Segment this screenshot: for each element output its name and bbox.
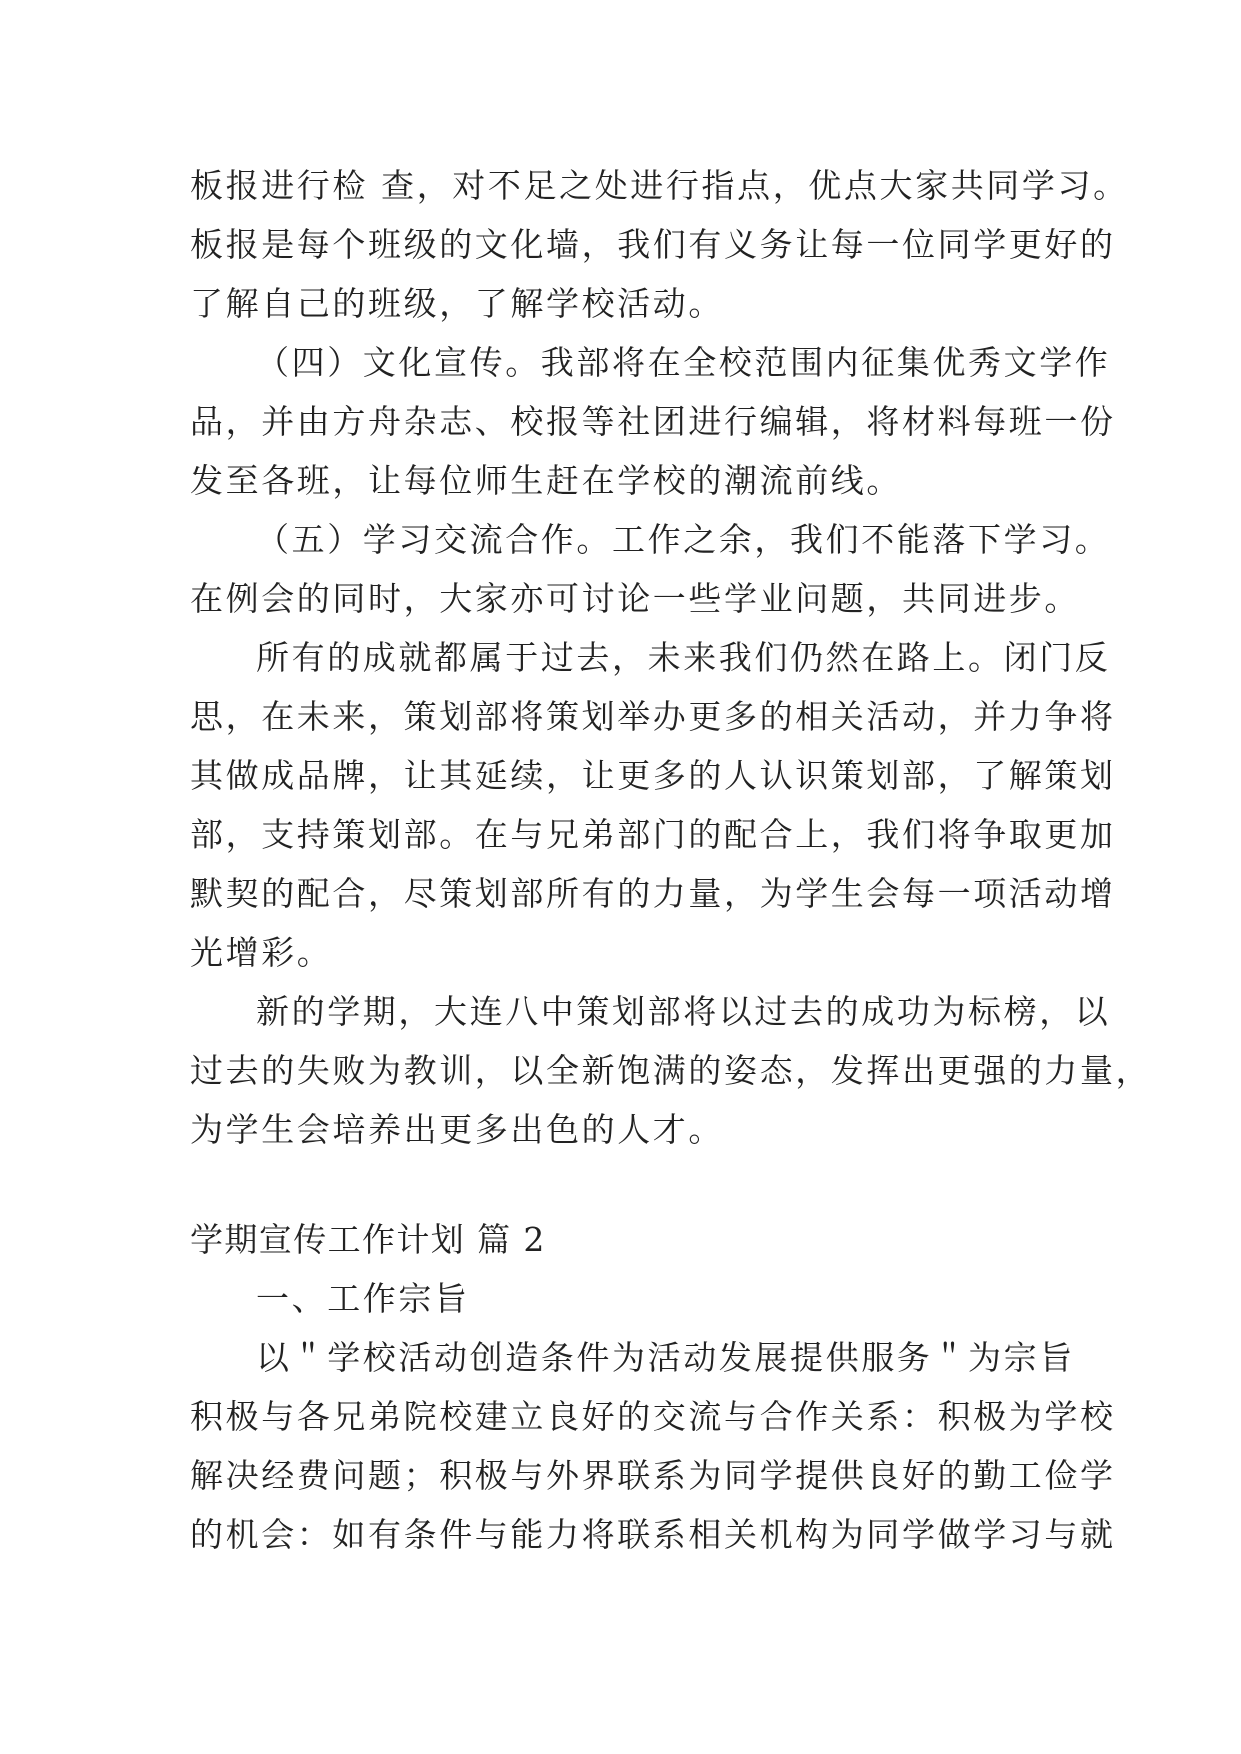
- paragraph-line: 解决经费问题；积极与外界联系为同学提供良好的勤工俭学: [190, 1456, 1116, 1495]
- paragraph-line: 板报进行检 查，对不足之处进行指点，优点大家共同学习。: [190, 166, 1129, 205]
- paragraph-line: 积极与各兄弟院校建立良好的交流与合作关系：积极为学校: [190, 1397, 1116, 1436]
- paragraph-line: 的机会：如有条件与能力将联系相关机构为同学做学习与就: [190, 1515, 1116, 1554]
- paragraph-line: 板报是每个班级的文化墙，我们有义务让每一位同学更好的: [190, 225, 1116, 264]
- paragraph-line: 在例会的同时，大家亦可讨论一些学业问题，共同进步。: [190, 579, 1080, 618]
- paragraph-line: （四）文化宣传。我部将在全校范围内征集优秀文学作: [256, 343, 1111, 382]
- paragraph-line: 其做成品牌，让其延续，让更多的人认识策划部，了解策划: [190, 756, 1116, 795]
- paragraph-line: 思，在未来，策划部将策划举办更多的相关活动，并力争将: [190, 697, 1116, 736]
- paragraph-line: 了解自己的班级，了解学校活动。: [190, 284, 724, 323]
- paragraph-line: （五）学习交流合作。工作之余，我们不能落下学习。: [256, 520, 1111, 559]
- paragraph-line: 默契的配合，尽策划部所有的力量，为学生会每一项活动增: [190, 874, 1116, 913]
- paragraph-line: 发至各班，让每位师生赶在学校的潮流前线。: [190, 461, 902, 500]
- paragraph-line: 光增彩。: [190, 933, 333, 972]
- subsection-heading: 一、工作宗旨: [256, 1279, 470, 1318]
- paragraph-line: 过去的失败为教训，以全新饱满的姿态，发挥出更强的力量，: [190, 1051, 1152, 1090]
- paragraph-line: 品，并由方舟杂志、校报等社团进行编辑，将材料每班一份: [190, 402, 1116, 441]
- section-heading: 学期宣传工作计划 篇 2: [190, 1220, 546, 1259]
- paragraph-line: 以＂学校活动创造条件为活动发展提供服务＂为宗旨: [256, 1338, 1075, 1377]
- paragraph-line: 部，支持策划部。在与兄弟部门的配合上，我们将争取更加: [190, 815, 1116, 854]
- paragraph-line: 新的学期，大连八中策划部将以过去的成功为标榜，以: [256, 992, 1111, 1031]
- paragraph-line: 所有的成就都属于过去，未来我们仍然在路上。闭门反: [256, 638, 1111, 677]
- paragraph-line: 为学生会培养出更多出色的人才。: [190, 1110, 724, 1149]
